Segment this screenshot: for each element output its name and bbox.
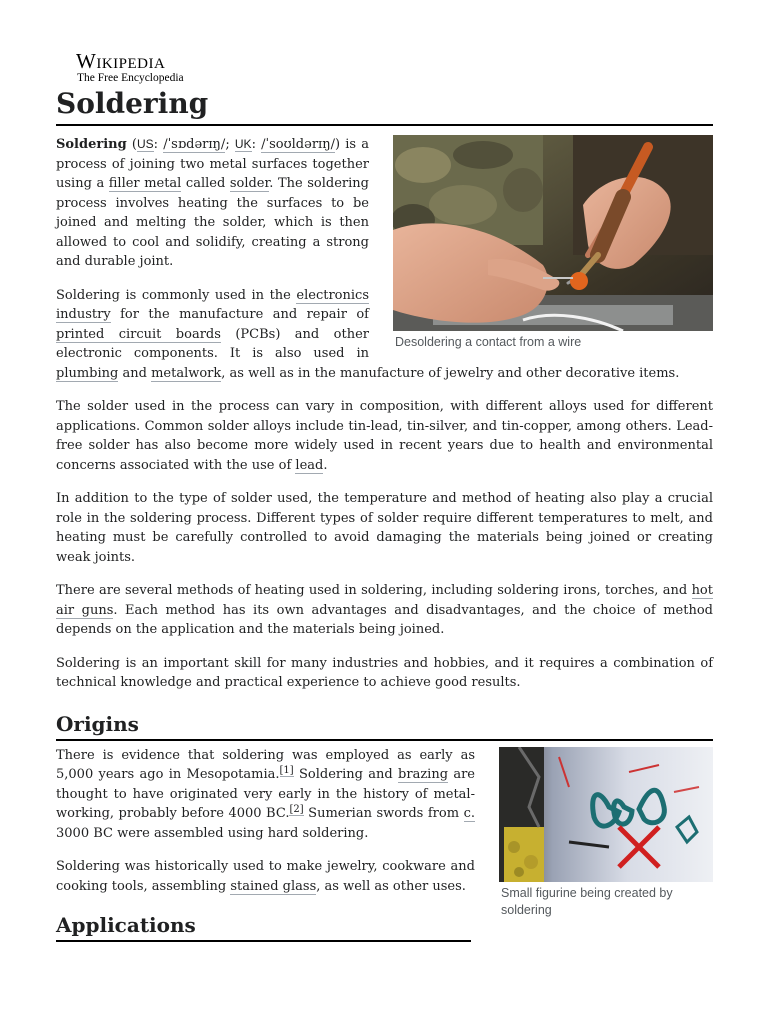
text: ( <box>126 137 137 152</box>
text: Soldering and <box>293 767 399 782</box>
figurine-photo[interactable] <box>499 747 713 882</box>
text: . The soldering process involves heating the surfaces to be joined and melting the solder, which is then allowed to cool and solidify, creating a strong and durable joint. <box>56 176 369 269</box>
reference-link[interactable]: [1] <box>279 764 294 776</box>
us-ipa-link[interactable]: /ˈsɒdərɪŋ/ <box>163 137 226 152</box>
hot-air-guns-link[interactable]: hot air guns <box>56 583 713 618</box>
text: There is evidence that soldering was employed as early as 5,000 years ago in Mesopotamia. <box>56 747 475 782</box>
heating-methods-paragraph <box>56 581 713 640</box>
text: and <box>118 365 152 381</box>
text: ) is a process of joining two metal surfaces together using a <box>56 137 369 191</box>
reference-link[interactable]: [2] <box>289 803 304 815</box>
brazing-link[interactable]: brazing <box>398 767 449 782</box>
figure-caption: Small figurine being created by soldering <box>501 885 673 917</box>
us-link[interactable]: US <box>136 137 154 151</box>
composition-paragraph <box>56 397 713 475</box>
text: , as well as other uses. <box>316 878 466 894</box>
article-page <box>56 50 713 942</box>
text: are thought to have originated very early in the history of metal-working, probably before 4000 BC. <box>56 767 475 821</box>
electronics-industry-link[interactable]: electronics industry <box>56 287 369 322</box>
figurine-photo-graphic <box>499 747 713 882</box>
section-heading-origins: Origins <box>56 709 713 741</box>
text: : <box>153 137 164 152</box>
uk-link[interactable]: UK <box>234 137 252 151</box>
filler-metal-link[interactable]: filler metal <box>108 176 182 191</box>
stained-glass-link[interactable]: stained glass <box>230 878 317 894</box>
printed-circuit-boards-link[interactable]: printed circuit boards <box>56 326 221 342</box>
text: (PCBs) and other electronic components. It is also used in <box>56 326 369 361</box>
text: . Each method has its own advantages and disadvantages, and the choice of method depends on the application and the materials being joined. <box>56 602 713 637</box>
text: Sumerian swords from <box>303 806 464 821</box>
text: There are several methods of heating used in soldering, including soldering irons, torches, and <box>56 583 692 598</box>
intro-bold-term: Soldering <box>56 137 127 152</box>
text: called <box>181 176 230 191</box>
desoldering-photo[interactable] <box>393 135 713 331</box>
metalwork-link[interactable]: metalwork <box>151 365 222 381</box>
skill-paragraph: Soldering is an important skill for many industries and hobbies, and it requires a combination of technical knowledge and practical experience to achieve good results. <box>56 655 713 690</box>
desoldering-photo-graphic <box>393 135 713 331</box>
text: for the manufacture and repair of <box>110 307 369 322</box>
circa-link[interactable]: c. <box>463 806 475 821</box>
figure-caption: Desoldering a contact from a wire <box>395 335 582 349</box>
lead-link[interactable]: lead <box>295 457 324 473</box>
text: 3000 BC were assembled using hard soldering. <box>56 825 369 841</box>
wikipedia-logo[interactable] <box>76 50 713 86</box>
temperature-paragraph: In addition to the type of solder used, the temperature and method of heating also play a crucial role in the soldering process. Different types of solder require different temperatures to melt, and heating must be carefully controlled to avoid damaging the materials being joined or creating weak joints. <box>56 491 713 565</box>
page-title: Soldering <box>56 86 713 126</box>
uk-ipa-link[interactable]: /ˈsoʊldərɪŋ/ <box>261 137 335 152</box>
text: , as well as in the manufacture of jewelry and other decorative items. <box>221 365 680 381</box>
reference-2[interactable] <box>289 804 303 816</box>
section-heading-applications: Applications <box>56 910 471 942</box>
text: The solder used in the process can vary in composition, with different alloys used for different applications. Common solder alloys include tin-lead, tin-silver, and tin-copper, among others. Lead-free solder has also become more widely used in recent years due to health and environmental concerns associated with the use of <box>56 399 713 473</box>
solder-link[interactable]: solder <box>229 176 270 191</box>
text: ; <box>225 137 235 152</box>
text: Soldering is commonly used in the <box>56 287 297 303</box>
logo-subtitle: The Free Encyclopedia <box>77 72 184 84</box>
text: : <box>251 137 262 152</box>
figure-figurine <box>499 747 713 919</box>
figure-desoldering <box>393 135 713 351</box>
logo-title: Wikipedia <box>76 49 166 73</box>
reference-1[interactable] <box>280 765 294 777</box>
plumbing-link[interactable]: plumbing <box>56 365 119 381</box>
text: Soldering was historically used to make jewelry, cookware and cooking tools, assembling <box>56 859 475 894</box>
text: . <box>323 457 328 473</box>
